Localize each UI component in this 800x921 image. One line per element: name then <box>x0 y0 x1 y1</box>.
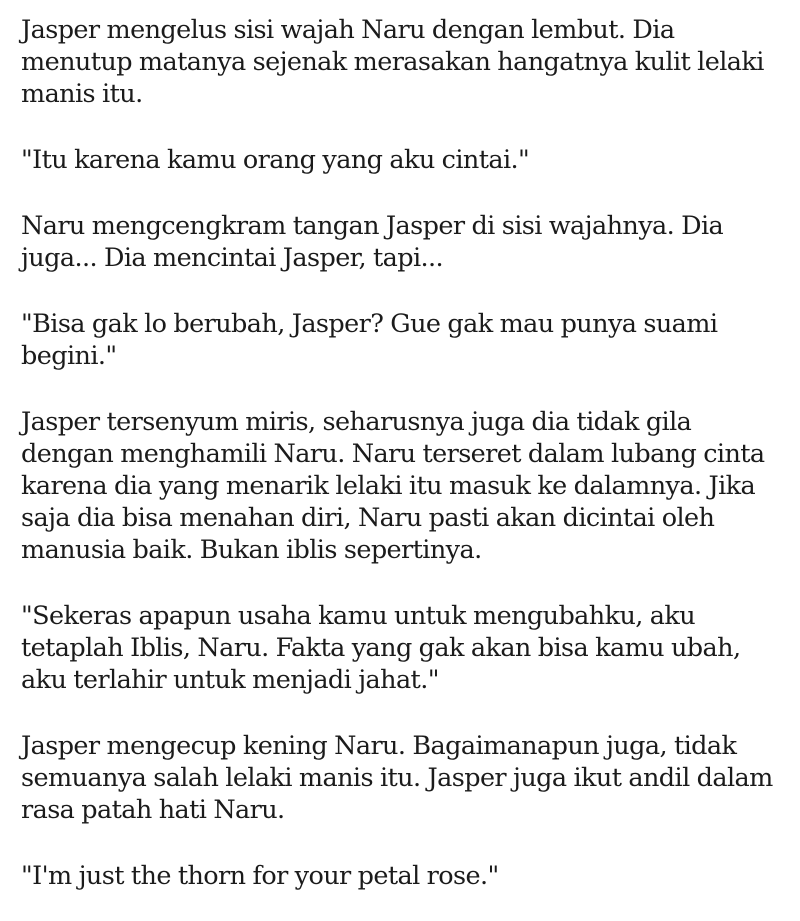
paragraph-8: "I'm just the thorn for your petal rose." <box>21 861 499 891</box>
paragraph-2: "Itu karena kamu orang yang aku cintai." <box>21 145 530 175</box>
paragraph-6: "Sekeras apapun usaha kamu untuk mengubahku, aku tetaplah Iblis, Naru. Fakta yang gak akan bisa kamu ubah, aku terlahir untuk menjadi jahat." <box>21 601 741 695</box>
paragraph-3: Naru mengcengkram tangan Jasper di sisi wajahnya. Dia juga... Dia mencintai Jasper, tapi... <box>21 211 724 273</box>
story-text <box>21 14 786 892</box>
paragraph-5: Jasper tersenyum miris, seharusnya juga dia tidak gila dengan menghamili Naru. Naru terseret dalam lubang cinta karena dia yang menarik lelaki itu masuk ke dalamnya. Jika saja dia bisa menahan diri, Naru pasti akan dicintai oleh manusia baik. Bukan iblis sepertinya. <box>21 407 765 565</box>
paragraph-7: Jasper mengecup kening Naru. Bagaimanapun juga, tidak semuanya salah lelaki manis itu. Jasper juga ikut andil dalam rasa patah hati Naru. <box>21 731 773 825</box>
paragraph-1: Jasper mengelus sisi wajah Naru dengan lembut. Dia menutup matanya sejenak merasakan hangatnya kulit lelaki manis itu. <box>21 15 764 109</box>
paragraph-4: "Bisa gak lo berubah, Jasper? Gue gak mau punya suami begini." <box>21 309 718 371</box>
